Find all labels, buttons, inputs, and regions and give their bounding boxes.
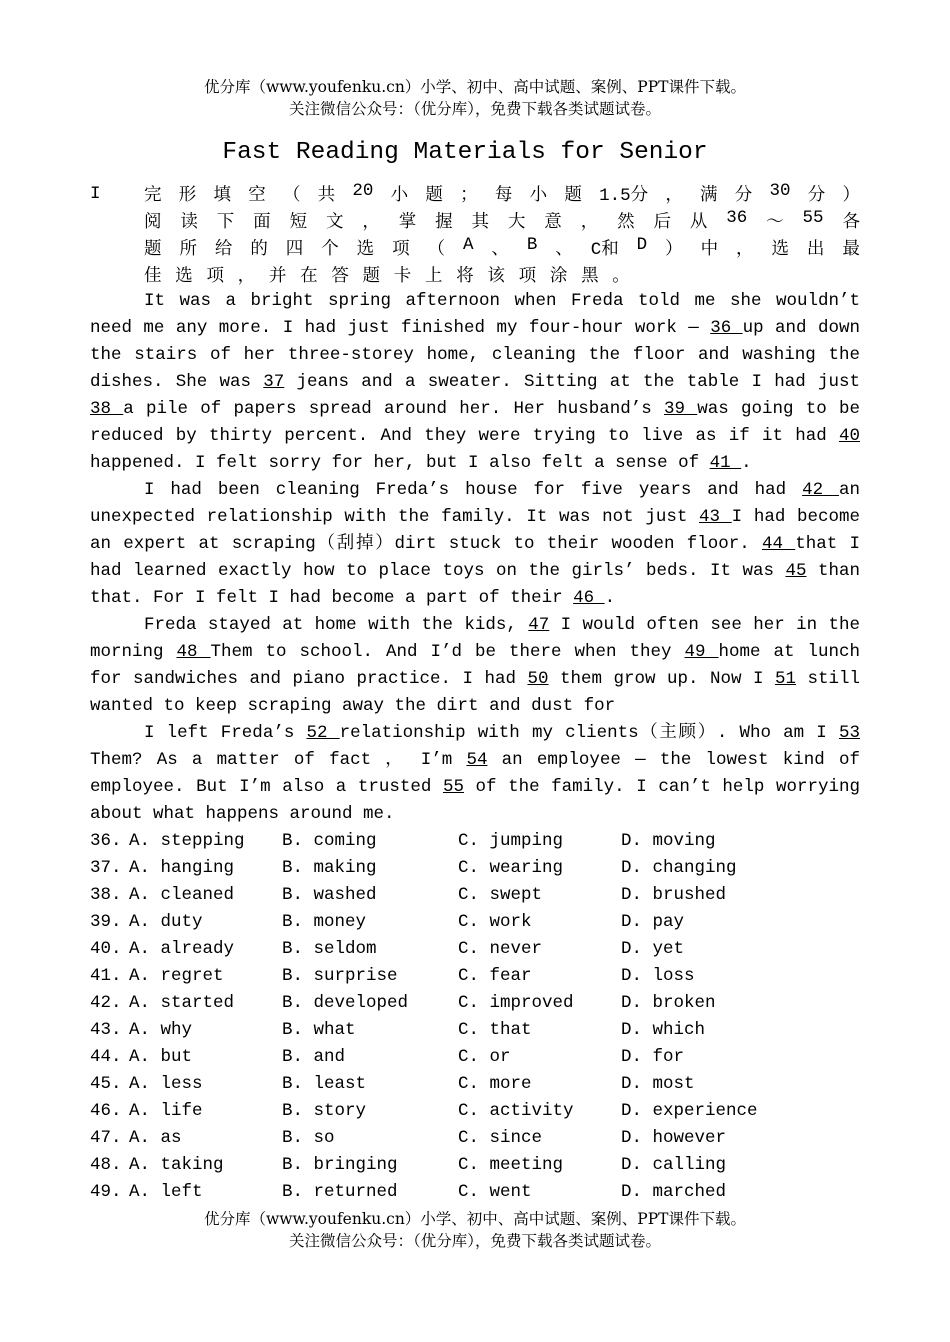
instruction-char: 掌 <box>398 213 417 233</box>
option-c: C. more <box>458 1074 532 1094</box>
question-number: 43. <box>90 1020 122 1040</box>
page-title: Fast Reading Materials for Senior <box>222 139 708 166</box>
instruction-line <box>90 207 860 234</box>
instruction-char: 面 <box>253 213 271 233</box>
instruction-char: 阅 <box>144 213 162 233</box>
passage-text: an employee — the lowest kind of employee. But I’m also a trusted <box>90 750 860 797</box>
option-a: A. cleaned <box>129 885 235 905</box>
instruction-char: 选 <box>771 240 789 260</box>
instruction-char: 项 <box>206 267 224 287</box>
instruction-char: 给 <box>214 240 233 260</box>
instruction-char: 出 <box>806 240 825 260</box>
instruction-char: 项 <box>392 240 410 260</box>
passage-text: than that. For I felt I had become a part of their <box>90 561 860 608</box>
option-a: A. why <box>129 1020 193 1040</box>
instruction-char: 各 <box>842 213 860 233</box>
option-b: B. developed <box>282 993 409 1013</box>
option-a: A. duty <box>129 912 203 932</box>
instruction-line <box>90 234 860 261</box>
heading-char: 填 <box>213 186 231 206</box>
heading-char: 满 <box>700 186 718 206</box>
option-row <box>90 936 860 963</box>
instruction-char: C和 <box>590 240 619 260</box>
instruction-char: （ <box>427 240 445 260</box>
option-a: A. already <box>129 939 235 959</box>
option-row <box>90 909 860 936</box>
option-row <box>90 990 860 1017</box>
question-number: 45. <box>90 1074 122 1094</box>
option-a: A. life <box>129 1101 203 1121</box>
question-number: 40. <box>90 939 122 959</box>
heading-char: 分 <box>734 186 753 206</box>
instruction-char: 、 <box>555 240 573 260</box>
passage-text: still wanted to keep scraping away the dirt and dust for <box>90 669 860 716</box>
option-row <box>90 1017 860 1044</box>
instruction-char: 中 <box>700 240 719 260</box>
passage-text: jeans and a sweater. Sitting at the table I had just <box>284 372 860 392</box>
option-b: B. what <box>282 1020 356 1040</box>
option-row <box>90 1071 860 1098</box>
option-c: C. improved <box>458 993 574 1013</box>
option-d: D. loss <box>621 966 695 986</box>
option-c: C. swept <box>458 885 543 905</box>
heading-char: 每 <box>494 186 513 206</box>
instruction-char: 在 <box>300 267 318 287</box>
passage-paragraph <box>90 612 860 720</box>
blank-number: 53 <box>838 723 860 743</box>
instruction-char: 文 <box>325 213 344 233</box>
heading-char: ， <box>665 186 683 206</box>
question-number: 47. <box>90 1128 122 1148</box>
instruction-char: D <box>636 235 648 255</box>
option-d: D. calling <box>621 1155 727 1175</box>
option-row <box>90 963 860 990</box>
option-a: A. as <box>129 1128 182 1148</box>
passage-paragraph <box>90 288 860 477</box>
option-c: C. meeting <box>458 1155 564 1175</box>
option-c: C. jumping <box>458 831 564 851</box>
instruction-char: 题 <box>144 240 162 260</box>
heading-char: 小 <box>529 186 548 206</box>
option-c: C. or <box>458 1047 511 1067</box>
option-row <box>90 1125 860 1152</box>
instruction-char: 下 <box>216 213 235 233</box>
instruction-char: 选 <box>175 267 193 287</box>
instruction-char: 55 <box>802 208 824 228</box>
blank-number: 44 <box>761 534 796 554</box>
option-c: C. fear <box>458 966 532 986</box>
passage-text: was going to be reduced by thirty percent. And they were trying to live as if it had <box>90 399 860 446</box>
blank-number: 45 <box>785 561 807 581</box>
passage-text: . <box>604 588 616 608</box>
blank-number: 43 <box>698 507 732 527</box>
blank-number: 50 <box>527 669 549 689</box>
question-number: 49. <box>90 1182 122 1202</box>
option-row <box>90 1152 860 1179</box>
section-heading-text <box>144 181 860 206</box>
blank-number: 52 <box>306 723 340 743</box>
option-b: B. making <box>282 858 377 878</box>
blank-number: 51 <box>774 669 796 689</box>
option-a: A. left <box>129 1182 203 1202</box>
option-d: D. which <box>621 1020 706 1040</box>
question-number: 37. <box>90 858 122 878</box>
option-d: D. changing <box>621 858 737 878</box>
blank-number: 48 <box>176 642 211 662</box>
option-d: D. however <box>621 1128 727 1148</box>
blank-number: 39 <box>664 399 698 419</box>
passage-text: I had been cleaning Freda’s house for five years and had <box>144 480 803 500</box>
heading-char: ） <box>842 186 860 206</box>
question-number: 48. <box>90 1155 122 1175</box>
option-a: A. less <box>129 1074 203 1094</box>
instruction-char: 个 <box>321 240 339 260</box>
instruction-char: 四 <box>285 240 304 260</box>
heading-char: 共 <box>317 186 336 206</box>
question-number: 42. <box>90 993 122 1013</box>
blank-number: 54 <box>466 750 488 770</box>
document-body <box>90 180 860 1206</box>
option-a: A. hanging <box>129 858 235 878</box>
option-d: D. pay <box>621 912 685 932</box>
blank-number: 40 <box>838 426 860 446</box>
blank-number: 36 <box>710 318 743 338</box>
instruction-char: 所 <box>179 240 197 260</box>
instruction-char: 卡 <box>393 267 412 287</box>
option-row <box>90 1098 860 1125</box>
option-b: B. surprise <box>282 966 398 986</box>
passage-text: It was a bright spring afternoon when Freda told me she wouldn’t need me any more. I had just finished my four-hour work — <box>90 291 860 338</box>
option-a: A. stepping <box>129 831 245 851</box>
instructions <box>90 207 860 288</box>
instruction-char: 并 <box>268 267 287 287</box>
option-b: B. so <box>282 1128 335 1148</box>
instruction-char: ， <box>237 267 256 287</box>
instruction-char: 、 <box>491 240 509 260</box>
instruction-char: 。 <box>612 267 630 287</box>
passage-text: up and down the stairs of her three-storey home, cleaning the floor and washing the dishes. She was <box>90 318 860 392</box>
section-number: I <box>90 183 101 204</box>
instruction-char: ） <box>665 240 683 260</box>
instruction-char: 将 <box>456 267 474 287</box>
heading-char: 分 <box>807 186 826 206</box>
option-b: B. money <box>282 912 367 932</box>
blank-number: 38 <box>90 399 124 419</box>
heading-char: 30 <box>769 181 791 201</box>
option-d: D. moving <box>621 831 716 851</box>
passage-text: a pile of papers spread around her. Her husband’s <box>123 399 664 419</box>
footer-line-2: 关注微信公众号：（优分库），免费下载各类试题试卷。 <box>288 1232 661 1250</box>
blank-number: 37 <box>263 372 285 392</box>
passage-text: of the family. I can’t help worrying about what happens around me. <box>90 777 860 824</box>
option-a: A. regret <box>129 966 224 986</box>
passage-text: happened. I felt sorry for her, but I also felt a sense of <box>90 453 710 473</box>
blank-number: 47 <box>528 615 550 635</box>
question-number: 38. <box>90 885 122 905</box>
question-number: 36. <box>90 831 122 851</box>
instruction-char: 短 <box>289 213 308 233</box>
instruction-char: 答 <box>331 267 349 287</box>
option-d: D. broken <box>621 993 716 1013</box>
instruction-char: ～ <box>766 213 784 233</box>
instruction-char: 意 <box>544 213 562 233</box>
question-number: 39. <box>90 912 122 932</box>
option-c: C. activity <box>458 1101 574 1121</box>
option-d: D. for <box>621 1047 685 1067</box>
instruction-char: 后 <box>653 213 671 233</box>
instruction-char: 选 <box>356 240 375 260</box>
option-c: C. went <box>458 1182 532 1202</box>
instruction-char: 握 <box>435 213 453 233</box>
heading-char: （ <box>282 186 301 206</box>
passage-paragraph <box>90 720 860 828</box>
instruction-char: 涂 <box>549 267 568 287</box>
question-number: 41. <box>90 966 122 986</box>
passage-text: that I had learned exactly how to place toys on the girls’ beds. It was <box>90 534 860 581</box>
option-d: D. most <box>621 1074 695 1094</box>
heading-char: 完 <box>144 186 162 206</box>
heading-char: 形 <box>178 186 197 206</box>
footer-banner <box>0 1208 950 1252</box>
passage-text: Them to school. And I’d be there when they <box>210 642 685 662</box>
option-c: C. since <box>458 1128 543 1148</box>
option-row <box>90 1179 860 1206</box>
instruction-char: 题 <box>362 267 381 287</box>
blank-number: 41 <box>709 453 742 473</box>
option-d: D. yet <box>621 939 685 959</box>
option-b: B. returned <box>282 1182 398 1202</box>
instruction-char: B <box>526 235 538 255</box>
heading-char: 空 <box>248 186 266 206</box>
heading-char: ； <box>460 186 478 206</box>
options-list <box>90 828 860 1206</box>
banner-line-2: 关注微信公众号：（优分库），免费下载各类试题试卷。 <box>288 100 661 118</box>
instruction-char: ， <box>736 240 754 260</box>
passage-text: relationship with my clients（主顾）. Who am I <box>339 723 839 743</box>
section-heading <box>90 180 860 207</box>
instruction-char: 大 <box>507 213 526 233</box>
instruction-char: 黑 <box>581 267 599 287</box>
option-b: B. coming <box>282 831 377 851</box>
passage-text: Them? As a matter of fact ， I’m <box>90 750 467 770</box>
banner-line-1: 优分库（www.youfenku.cn）小学、初中、高中试题、案例、PPT课件下载。 <box>203 78 747 96</box>
blank-number: 42 <box>802 480 839 500</box>
instruction-char: 其 <box>471 213 490 233</box>
passage-paragraph <box>90 477 860 612</box>
blank-number: 55 <box>442 777 464 797</box>
instruction-char: 最 <box>842 240 860 260</box>
passage-text: I left Freda’s <box>144 723 307 743</box>
instruction-char: ， <box>362 213 380 233</box>
passage <box>90 288 860 828</box>
option-b: B. story <box>282 1101 367 1121</box>
instruction-char: 的 <box>250 240 268 260</box>
heading-char: 1.5分 <box>599 186 649 206</box>
question-number: 46. <box>90 1101 122 1121</box>
option-b: B. seldom <box>282 939 377 959</box>
passage-text: Freda stayed at home with the kids, <box>144 615 529 635</box>
instruction-char: A <box>462 235 474 255</box>
option-d: D. experience <box>621 1101 758 1121</box>
instruction-char: 然 <box>617 213 635 233</box>
option-b: B. bringing <box>282 1155 398 1175</box>
instruction-char: 上 <box>424 267 443 287</box>
passage-text: an unexpected relationship with the family. It was not just <box>90 480 860 527</box>
question-number: 44. <box>90 1047 122 1067</box>
heading-char: 20 <box>352 181 374 201</box>
instruction-char: 项 <box>518 267 537 287</box>
passage-text: I would often see her in the morning <box>90 615 860 662</box>
passage-text: I had become an expert at scraping（刮掉）dirt stuck to their wooden floor. <box>90 507 860 554</box>
option-row <box>90 828 860 855</box>
footer-line-1: 优分库（www.youfenku.cn）小学、初中、高中试题、案例、PPT课件下载。 <box>203 1210 747 1228</box>
instruction-char: 从 <box>689 213 708 233</box>
option-a: A. but <box>129 1047 193 1067</box>
heading-char: 题 <box>425 186 443 206</box>
passage-text: . <box>741 453 752 473</box>
option-row <box>90 882 860 909</box>
instruction-char: 佳 <box>144 267 162 287</box>
option-c: C. work <box>458 912 532 932</box>
heading-char: 题 <box>564 186 582 206</box>
option-row <box>90 855 860 882</box>
option-row <box>90 1044 860 1071</box>
instruction-line <box>90 261 860 288</box>
passage-text: home at lunch for sandwiches and piano practice. I had <box>90 642 860 689</box>
option-b: B. least <box>282 1074 367 1094</box>
option-a: A. taking <box>129 1155 224 1175</box>
option-c: C. wearing <box>458 858 564 878</box>
option-d: D. brushed <box>621 885 727 905</box>
header-banner <box>0 76 950 120</box>
option-d: D. marched <box>621 1182 727 1202</box>
instruction-char: ， <box>580 213 599 233</box>
heading-char: 小 <box>390 186 409 206</box>
option-c: C. that <box>458 1020 532 1040</box>
option-b: B. washed <box>282 885 377 905</box>
option-c: C. never <box>458 939 543 959</box>
instruction-char: 该 <box>487 267 505 287</box>
option-b: B. and <box>282 1047 346 1067</box>
blank-number: 46 <box>573 588 605 608</box>
instruction-char: 36 <box>726 208 748 228</box>
passage-text: them grow up. Now I <box>548 669 775 689</box>
instruction-char: 读 <box>180 213 198 233</box>
option-a: A. started <box>129 993 235 1013</box>
blank-number: 49 <box>684 642 719 662</box>
